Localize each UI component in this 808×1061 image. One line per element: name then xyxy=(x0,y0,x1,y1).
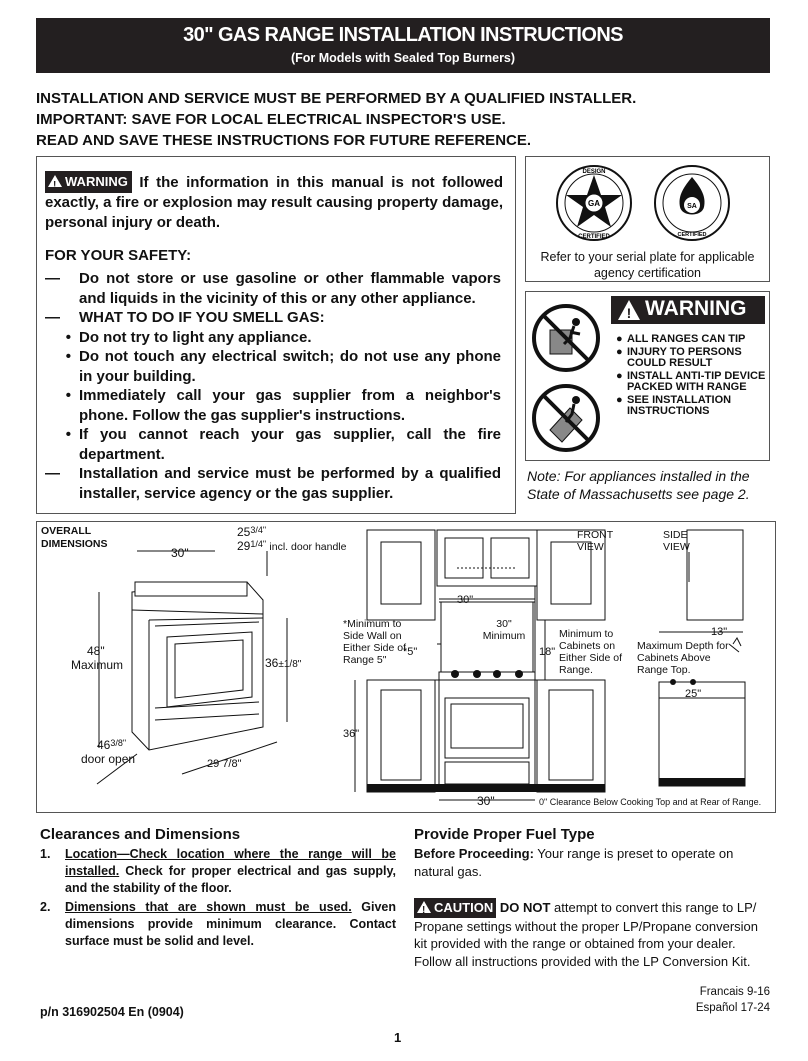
svg-text:SA: SA xyxy=(687,203,697,210)
clearance-item: 2. Dimensions that are shown must be used. Given dimensions provide minimum clearance. Contact surface must be solid and level. xyxy=(40,900,396,948)
caution-badge: !CAUTION xyxy=(414,898,496,918)
dim-door-open: $46^{3/8"}$ xyxy=(97,738,127,752)
warning-triangle-icon xyxy=(617,299,641,321)
clearance-item: 1. Location—Check location where the range will be installed. Check for proper electrical and gas supply, and the stability of the floor. xyxy=(40,847,396,895)
dim-height-36-front: 36" xyxy=(343,728,360,740)
safety-item: • Do not try to light any appliance. xyxy=(65,328,312,346)
min-cabinet-note: Minimum to Cabinets on Either Side of Range. xyxy=(559,628,623,676)
svg-text:!: ! xyxy=(626,305,632,321)
safety-item: — Do not store or use gasoline or other flammable vapors and liquids in the vicinity of this or any other appliance. xyxy=(45,270,501,307)
design-certified-seal-icon xyxy=(554,163,634,245)
min-side-wall-note: *Minimum to Side Wall on Either Side of Range 5" xyxy=(343,618,407,666)
dim-width-30: 30" xyxy=(171,546,189,560)
dimensions-diagram xyxy=(36,521,776,813)
warning-text: If the information in this manual is not followed exactly, a fire or explosion may result causing property damage, personal injury or death. xyxy=(45,174,504,231)
safety-item: • Do not touch any electrical switch; do not use any phone in your building. xyxy=(65,348,501,385)
tip-warning-item: ● ALL RANGES CAN TIP xyxy=(616,333,746,345)
intro-line: INSTALLATION AND SERVICE MUST BE PERFORMED BY A QUALIFIED INSTALLER. xyxy=(36,90,637,107)
intro-line: IMPORTANT: SAVE FOR LOCAL ELECTRICAL INSPECTOR'S USE. xyxy=(36,111,506,128)
dim-top-30: 30" xyxy=(457,594,474,606)
spanish-pages: Español 17-24 xyxy=(695,1002,770,1014)
csa-certified-seal-icon xyxy=(652,163,732,245)
tip-warning-header xyxy=(611,296,765,324)
clearances-heading: Clearances and Dimensions xyxy=(40,826,241,843)
tip-warning-item: ● SEE INSTALLATION INSTRUCTIONS xyxy=(616,393,732,417)
dim-height-36: 36±1/8" xyxy=(265,656,302,670)
dim-door-open-label: door open xyxy=(81,752,136,766)
safety-box xyxy=(36,156,516,514)
document-title: 30" GAS RANGE INSTALLATION INSTRUCTIONS xyxy=(183,24,623,46)
intro-line: READ AND SAVE THESE INSTRUCTIONS FOR FUTURE REFERENCE. xyxy=(36,132,532,149)
dim-depth-13: 13" xyxy=(711,626,728,638)
dim-depth-29: $29^{1/4"}$ incl. door handle xyxy=(237,539,347,553)
front-view-label: FRONT VIEW xyxy=(577,529,613,553)
tip-warning-box xyxy=(525,291,770,461)
page-number: 1 xyxy=(394,1030,402,1045)
fuel-caution: !CAUTION DO NOT attempt to convert this range to LP/ Propane settings without the proper LP/Propane conversion kit provided with the range or obtained from your dealer. Follow all instructions provided with the LP Conversion Kit. xyxy=(414,898,770,970)
certification-box xyxy=(525,156,770,282)
overall-dimensions-label: OVERALL DIMENSIONS xyxy=(41,525,108,550)
tip-warning-item: ● INJURY TO PERSONS COULD RESULT xyxy=(616,345,742,369)
warning-triangle-icon xyxy=(48,175,62,187)
no-climbing-icon xyxy=(530,302,602,374)
fuel-before-proceeding: Before Proceeding: Your range is preset to operate on natural gas. xyxy=(414,846,734,879)
tip-warning-list xyxy=(616,334,766,418)
side-view-label: SIDE VIEW xyxy=(663,529,690,553)
french-pages: Francais 9-16 xyxy=(699,986,770,998)
title-banner xyxy=(36,18,770,73)
document-subtitle: (For Models with Sealed Top Burners) xyxy=(290,51,516,65)
certification-text: Refer to your serial plate for applicable agency certification xyxy=(540,250,755,280)
dim-height-18: 18" xyxy=(539,646,556,658)
svg-text:GA: GA xyxy=(588,199,600,208)
safety-heading: FOR YOUR SAFETY: xyxy=(45,247,192,264)
max-depth-note: Maximum Depth for Cabinets Above Range Top. xyxy=(637,640,729,676)
massachusetts-note: Note: For appliances installed in the State of Massachusetts see page 2. xyxy=(527,468,750,502)
svg-text:CERTIFIED: CERTIFIED xyxy=(677,232,707,238)
safety-list xyxy=(45,269,501,503)
tip-warning-item: ● INSTALL ANTI-TIP DEVICE PACKED WITH RANGE xyxy=(616,369,766,393)
tip-warning-title: WARNING xyxy=(645,297,747,320)
safety-item: • Immediately call your gas supplier from a neighbor's phone. Follow the gas supplier's instructions. xyxy=(65,387,501,424)
clearances-list xyxy=(40,846,396,950)
dim-side-5: *5" xyxy=(403,646,418,658)
svg-text:CERTIFIED: CERTIFIED xyxy=(578,234,610,240)
dim-depth-25: $25^{3/4"}$ xyxy=(237,525,267,539)
dim-min-30: 30" Minimum xyxy=(482,618,526,642)
dim-depth-29-7-8: 29 7/8" xyxy=(207,758,242,770)
safety-warning xyxy=(45,171,503,233)
safety-item: • If you cannot reach your gas supplier, call the fire department. xyxy=(65,426,501,463)
safety-item: — WHAT TO DO IF YOU SMELL GAS: xyxy=(45,309,325,326)
clearance-note: 0" Clearance Below Cooking Top and at Rear of Range. xyxy=(539,797,762,807)
safety-item: — Installation and service must be performed by a qualified installer, service agency or the gas supplier. xyxy=(45,465,501,502)
warning-triangle-icon xyxy=(417,901,431,913)
intro-block xyxy=(36,88,776,151)
warning-badge: !WARNING xyxy=(45,171,132,193)
dim-maximum-label: Maximum xyxy=(71,658,124,672)
fuel-heading: Provide Proper Fuel Type xyxy=(414,826,595,843)
dim-height-48: 48" xyxy=(87,644,105,658)
dim-depth-25-side: 25" xyxy=(685,688,702,700)
svg-text:DESIGN: DESIGN xyxy=(582,169,606,175)
part-number: p/n 316902504 En (0904) xyxy=(40,1005,184,1019)
dim-bottom-30: 30" xyxy=(477,794,495,808)
range-tipping-icon xyxy=(530,382,602,454)
